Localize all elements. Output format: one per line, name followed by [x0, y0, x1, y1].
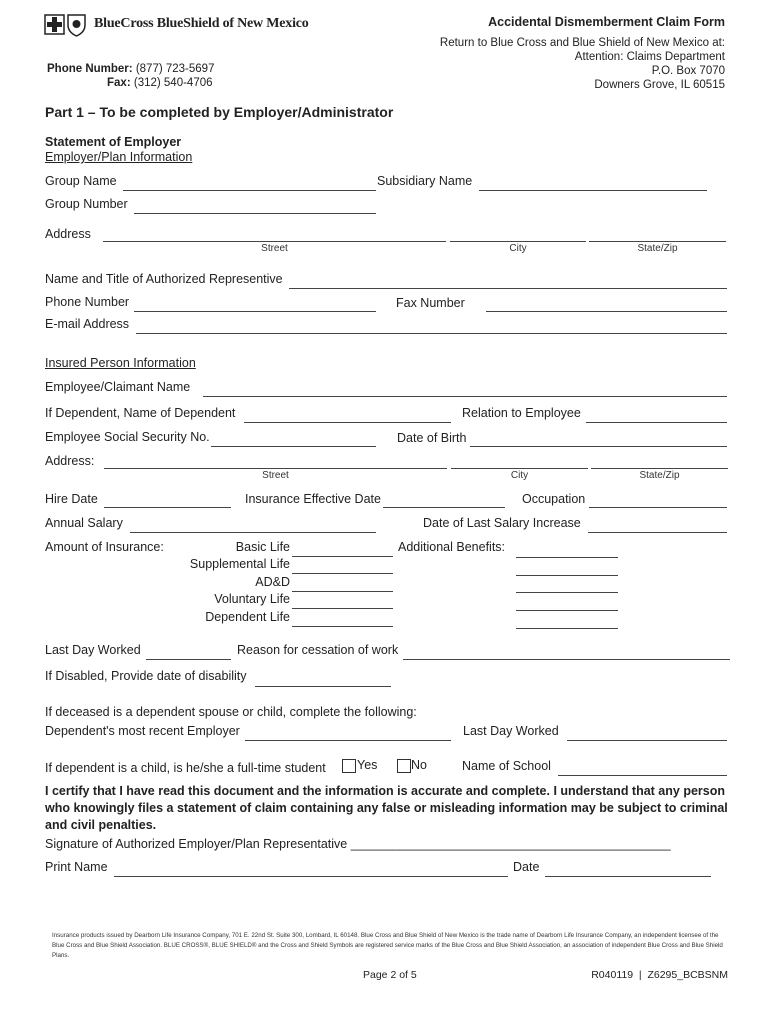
return-line-1: Return to Blue Cross and Blue Shield of New Mexico at: [439, 37, 725, 49]
blue-cross-blue-shield-logo-icon [44, 12, 88, 38]
student-question: If dependent is a child, is he/she a full-time student [45, 761, 326, 775]
dob-field[interactable] [470, 446, 727, 447]
phone-info [47, 63, 214, 75]
no-checkbox[interactable] [397, 759, 411, 773]
voluntary-life-label: Voluntary Life [214, 592, 290, 606]
print-name-label: Print Name [45, 860, 108, 874]
additional-benefits-label: Additional Benefits: [398, 540, 506, 554]
salary-increase-label: Date of Last Salary Increase [423, 516, 581, 530]
reason-cessation-label: Reason for cessation of work [237, 643, 399, 657]
employer-section-heading: Employer/Plan Information [45, 150, 193, 164]
relation-label: Relation to Employee [462, 406, 581, 420]
address-label: Address [45, 227, 91, 241]
city-caption: City [509, 243, 527, 254]
hire-date-label: Hire Date [45, 492, 98, 506]
disabled-date-label: If Disabled, Provide date of disability [45, 669, 247, 683]
part1-title: Part 1 – To be completed by Employer/Administrator [45, 104, 394, 120]
effective-date-field[interactable] [383, 507, 505, 508]
add-label: AD&D [255, 575, 290, 589]
form-code: R040119 | Z6295_BCBSNM [591, 969, 728, 981]
group-name-field[interactable] [123, 190, 376, 191]
reason-cessation-field[interactable] [403, 659, 730, 660]
hire-date-field[interactable] [104, 507, 231, 508]
fax-label: Fax: [107, 77, 131, 89]
claimant-name-label: Employee/Claimant Name [45, 380, 191, 394]
address-street-field[interactable] [103, 241, 446, 242]
return-line-3: P.O. Box 7070 [651, 65, 725, 77]
authorized-rep-field[interactable] [289, 288, 727, 289]
address-city-field[interactable] [450, 241, 586, 242]
basic-life-field[interactable] [292, 556, 393, 557]
group-name-label: Group Name [45, 174, 117, 188]
insured-address-label: Address: [45, 454, 95, 468]
ssn-label: Employee Social Security No. [45, 430, 210, 444]
dependent-employer-label: Dependent's most recent Employer [45, 724, 240, 738]
effective-date-label: Insurance Effective Date [245, 492, 381, 506]
group-number-field[interactable] [134, 213, 376, 214]
amount-insurance-label: Amount of Insurance: [45, 540, 164, 554]
fax-info [107, 77, 213, 89]
insured-section-heading: Insured Person Information [45, 356, 196, 370]
school-name-label: Name of School [462, 759, 551, 773]
supplemental-life-label: Supplemental Life [189, 557, 290, 571]
dependent-name-label: If Dependent, Name of Dependent [45, 406, 236, 420]
relation-field[interactable] [586, 422, 727, 423]
phone-number-field[interactable] [134, 311, 376, 312]
footer-disclaimer: Insurance products issued by Dearborn Life Insurance Company, 701 E. 22nd St. Suite 300, Lombard, IL 60148. Blue Cross and Blue Shield of New Mexico is the trade name of Dearborn Life Insurance Company, an independent licensee of the Blue Cross and Blue Shield Association. BLUE CROSS®, BLUE SHIELD® and the Cross and Shield Symbols are registered service marks of the Blue Cross and Blue Shield Association, an association of independent Blue Cross and Blue Shield Plans. [52, 932, 723, 959]
additional-benefit-field-4[interactable] [516, 610, 618, 611]
yes-label: Yes [357, 758, 378, 772]
email-field[interactable] [136, 333, 727, 334]
logo [44, 12, 88, 41]
insured-city-field[interactable] [451, 468, 588, 469]
voluntary-life-field[interactable] [292, 608, 393, 609]
annual-salary-field[interactable] [130, 532, 376, 533]
additional-benefit-field-3[interactable] [516, 592, 618, 593]
last-day-worked-field[interactable] [146, 659, 231, 660]
disabled-date-field[interactable] [255, 686, 391, 687]
last-day-worked-label: Last Day Worked [45, 643, 141, 657]
insured-statezip-field[interactable] [591, 468, 728, 469]
school-name-field[interactable] [558, 775, 727, 776]
phone-value: (877) 723-5697 [135, 63, 215, 75]
yes-checkbox[interactable] [342, 759, 356, 773]
certification-text: I certify that I have read this document and the information is accurate and complete. I understand that any person who knowingly files a statement of claim containing any false or misleading information may be subject to criminal and civil penalties. [45, 784, 728, 832]
group-number-label: Group Number [45, 197, 128, 211]
date-label: Date [513, 860, 540, 874]
email-label: E-mail Address [45, 317, 130, 331]
dependent-life-label: Dependent Life [205, 610, 290, 624]
annual-salary-label: Annual Salary [45, 516, 123, 530]
add-field[interactable] [292, 591, 393, 592]
subsidiary-name-field[interactable] [479, 190, 707, 191]
return-line-4: Downers Grove, IL 60515 [594, 79, 725, 91]
dob-label: Date of Birth [397, 431, 467, 445]
page-number: Page 2 of 5 [363, 969, 417, 981]
supplemental-life-field[interactable] [292, 573, 393, 574]
dependent-name-field[interactable] [244, 422, 451, 423]
insured-street-field[interactable] [104, 468, 447, 469]
street-caption: Street [261, 243, 288, 254]
occupation-label: Occupation [522, 492, 586, 506]
print-name-field[interactable] [114, 876, 508, 877]
additional-benefit-field-2[interactable] [516, 575, 618, 576]
salary-increase-field[interactable] [588, 532, 727, 533]
insured-statezip-caption: State/Zip [639, 470, 680, 481]
fax-number-field[interactable] [486, 311, 727, 312]
dependent-life-field[interactable] [292, 626, 393, 627]
fax-value: (312) 540-4706 [133, 77, 213, 89]
phone-label: Phone Number: [47, 63, 133, 75]
statezip-caption: State/Zip [637, 243, 678, 254]
return-line-2: Attention: Claims Department [574, 51, 725, 63]
additional-benefit-field-1[interactable] [516, 557, 618, 558]
signature-label: Signature of Authorized Employer/Plan Representative ______________________________________________ [45, 837, 671, 851]
additional-benefit-field-5[interactable] [516, 628, 618, 629]
deceased-note: If deceased is a dependent spouse or child, complete the following: [45, 705, 417, 719]
basic-life-label: Basic Life [235, 540, 290, 554]
dependent-employer-field[interactable] [245, 740, 451, 741]
occupation-field[interactable] [589, 507, 727, 508]
statement-heading: Statement of Employer [45, 135, 182, 149]
dependent-last-day-label: Last Day Worked [463, 724, 559, 738]
no-label: No [411, 758, 427, 772]
dependent-last-day-field[interactable] [567, 740, 727, 741]
address-statezip-field[interactable] [589, 241, 726, 242]
fax-number-label: Fax Number [396, 296, 465, 310]
ssn-field[interactable] [211, 446, 376, 447]
form-title: Accidental Dismemberment Claim Form [488, 15, 725, 29]
claimant-name-field[interactable] [203, 396, 727, 397]
subsidiary-name-label: Subsidiary Name [377, 174, 473, 188]
phone-number-label: Phone Number [45, 295, 130, 309]
insured-street-caption: Street [262, 470, 289, 481]
authorized-rep-label: Name and Title of Authorized Representive [45, 272, 283, 286]
insured-city-caption: City [510, 470, 529, 481]
logo-text: BlueCross BlueShield of New Mexico [94, 16, 309, 31]
date-field[interactable] [545, 876, 711, 877]
